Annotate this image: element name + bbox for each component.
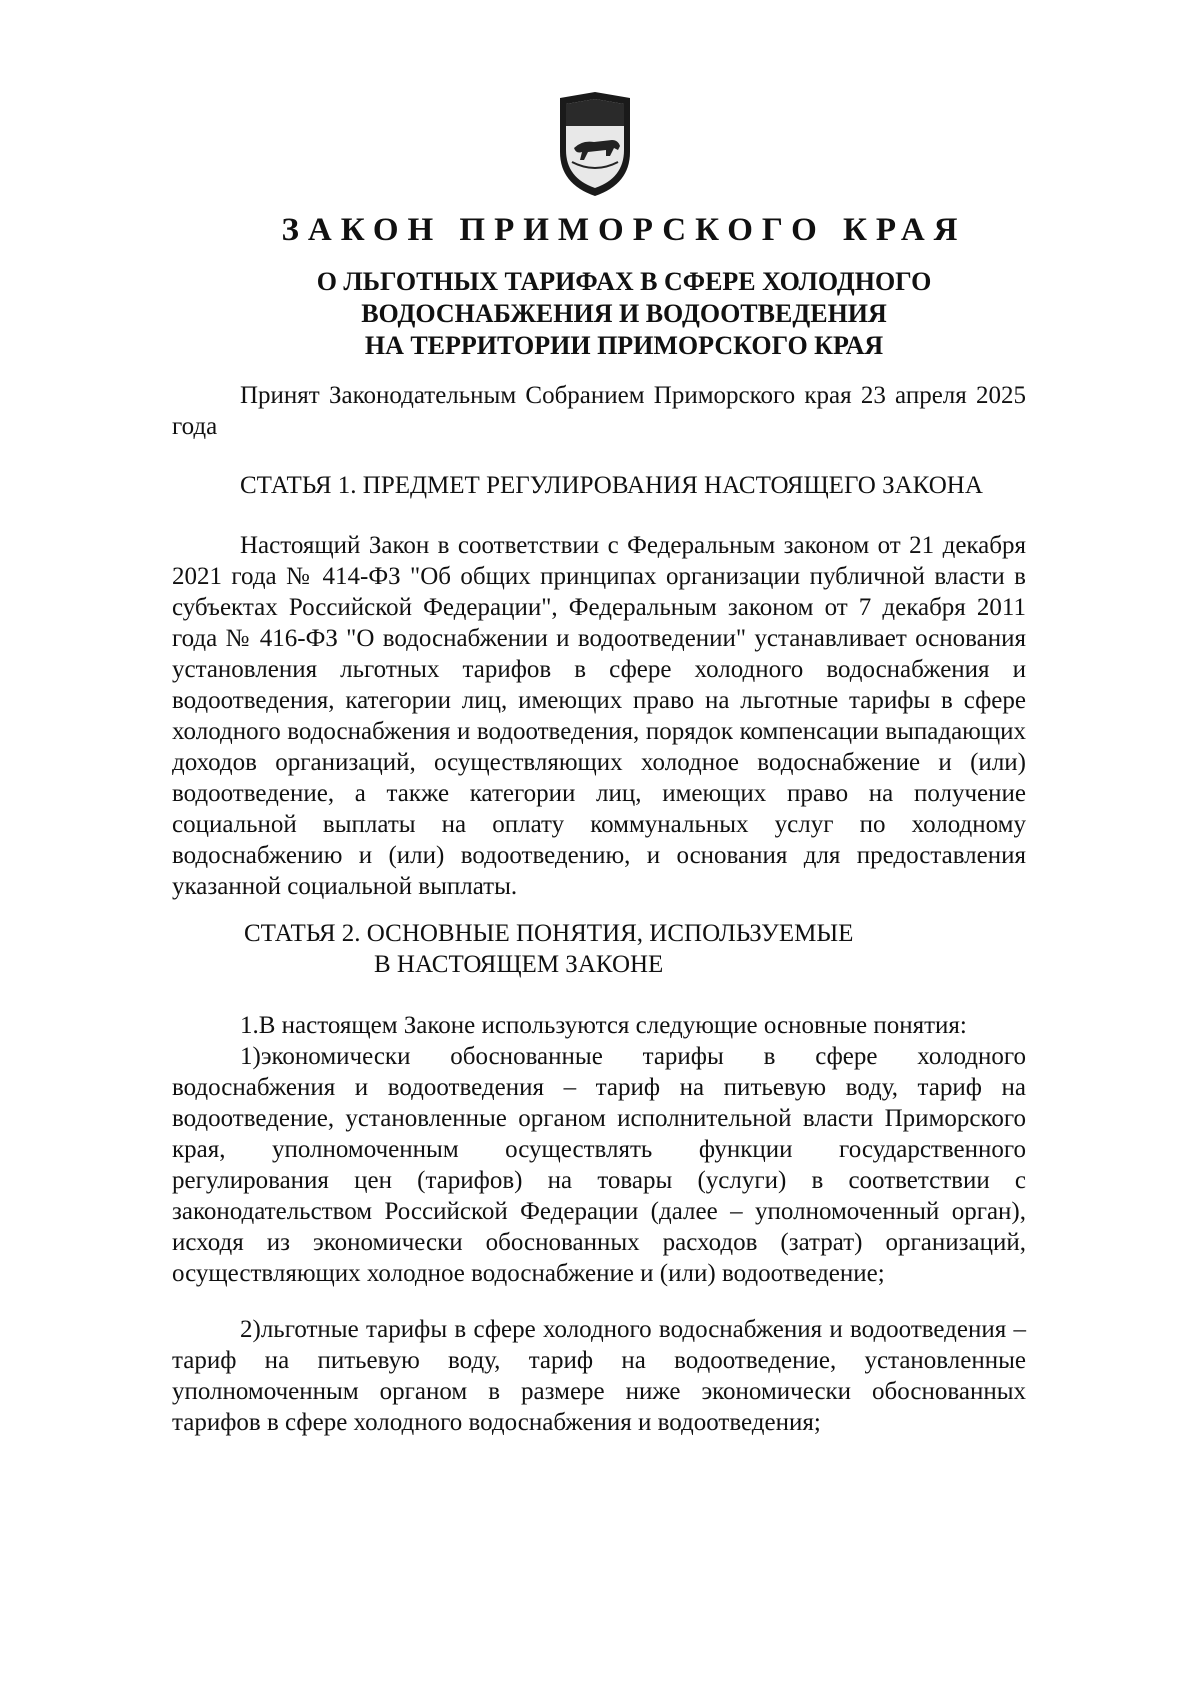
article-2-intro: 1.В настоящем Законе используются следующие основные понятия: bbox=[240, 1012, 967, 1039]
article-2-heading-line: В НАСТОЯЩЕМ ЗАКОНЕ bbox=[374, 951, 664, 978]
law-subtitle-line: ВОДОСНАБЖЕНИЯ И ВОДООТВЕДЕНИЯ bbox=[361, 299, 887, 328]
article-2-heading-line: СТАТЬЯ 2. ОСНОВНЫЕ ПОНЯТИЯ, ИСПОЛЬЗУЕМЫЕ bbox=[244, 920, 854, 947]
coat-of-arms-icon bbox=[554, 90, 636, 200]
article-2-item-2: 2)льготные тарифы в сфере холодного водоснабжения и водоотведения – тариф на питьевую воду, тариф на водоотведение, установленные уполномоченным органом в размере ниже экономически обоснованных тарифов в сфере холодного водоснабжения и водоотведения; bbox=[172, 1316, 1026, 1436]
article-1-text: Настоящий Закон в соответствии с Федеральным законом от 21 декабря 2021 года № 414-ФЗ "Об общих принципах организации публичной власти в субъектах Российской Федерации", Федеральным законом от 7 декабря 2011 года № 416-ФЗ "О водоснабжении и водоотведении" устанавливает основания установления льготных тарифов в сфере холодного водоснабжения и водоотведения, категории лиц, имеющих право на льготные тарифы в сфере холодного водоснабжения и водоотведения, порядок компенсации выпадающих доходов организаций, осуществляющих холодное водоснабжение и (или) водоотведение, а также категории лиц, имеющих право на получение социальной выплаты на оплату коммунальных услуг по холодному водоснабжению и (или) водоотведению, и основания для предоставления указанной социальной выплаты. bbox=[172, 532, 1026, 900]
article-1-heading: СТАТЬЯ 1. ПРЕДМЕТ РЕГУЛИРОВАНИЯ НАСТОЯЩЕГО ЗАКОНА bbox=[240, 472, 983, 499]
law-subtitle bbox=[0, 266, 1200, 362]
article-2-heading bbox=[244, 918, 1024, 980]
law-subtitle-line: О ЛЬГОТНЫХ ТАРИФАХ В СФЕРЕ ХОЛОДНОГО bbox=[316, 267, 932, 296]
adoption-note: Принят Законодательным Собранием Приморского края 23 апреля 2025 года bbox=[172, 382, 1026, 440]
law-subtitle-line: НА ТЕРРИТОРИИ ПРИМОРСКОГО КРАЯ bbox=[364, 331, 884, 360]
law-title: ЗАКОН ПРИМОРСКОГО КРАЯ bbox=[281, 212, 967, 248]
article-2-item-1: 1)экономически обоснованные тарифы в сфере холодного водоснабжения и водоотведения – тариф на питьевую воду, тариф на водоотведение, установленные органом исполнительной власти Приморского края, уполномоченным осуществлять функции государственного регулирования цен (тарифов) на товары (услуги) в соответствии с законодательством Российской Федерации (далее – уполномоченный орган), исходя из экономически обоснованных расходов (затрат) организаций, осуществляющих холодное водоснабжение и (или) водоотведение; bbox=[172, 1043, 1026, 1287]
